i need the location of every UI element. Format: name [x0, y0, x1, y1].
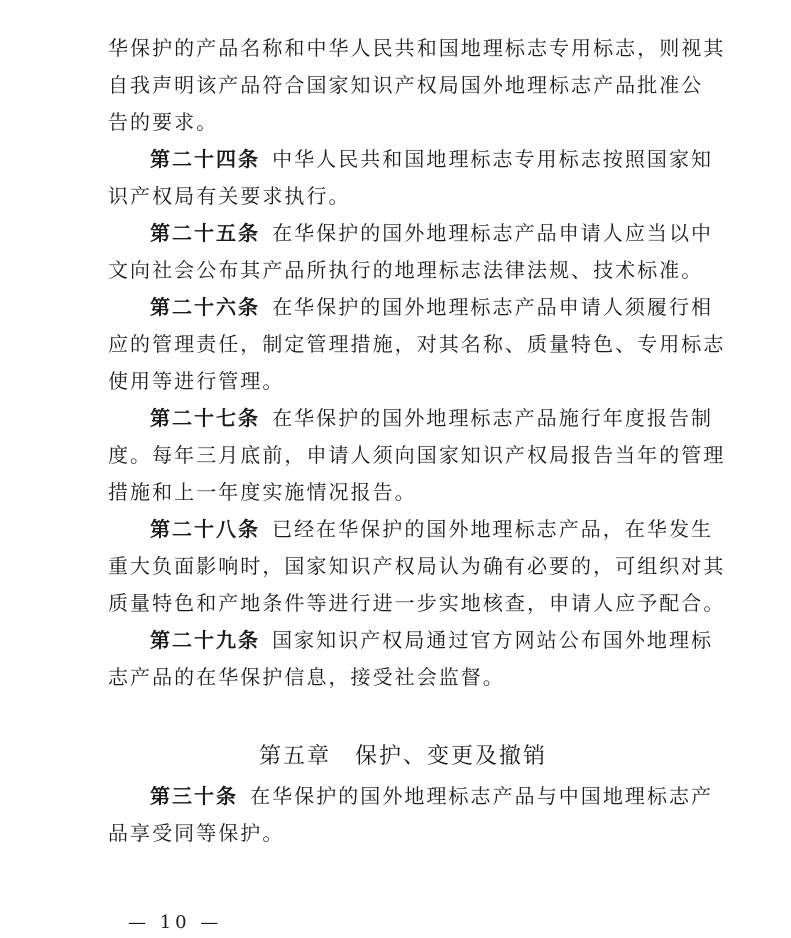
text-line — [108, 622, 714, 659]
text-line — [108, 141, 714, 178]
text-line: 重大负面影响时，国家知识产权局认为确有必要的，可组织对其 — [108, 554, 726, 578]
article-28 — [108, 511, 726, 622]
article-heading: 第三十条 — [150, 784, 238, 808]
chapter-number: 第五章 — [258, 744, 331, 769]
text-line: 品享受同等保护。 — [108, 821, 285, 845]
text-line: 质量特色和产地条件等进行进一步实地核查，申请人应予配合。 — [108, 591, 726, 615]
article-30 — [108, 778, 714, 852]
article-text: 在华保护的国外地理标志产品申请人应当以中 — [272, 221, 714, 245]
article-25 — [108, 215, 714, 289]
text-line — [108, 215, 714, 252]
article-text: 在华保护的国外地理标志产品申请人须履行相 — [272, 295, 714, 319]
article-text: 在华保护的国外地理标志产品与中国地理标志产 — [250, 784, 714, 808]
text-line — [108, 778, 714, 815]
text-line: 使用等进行管理。 — [108, 369, 285, 393]
document-page — [108, 30, 726, 852]
article-24 — [108, 141, 714, 215]
article-26 — [108, 289, 726, 400]
text-line: 措施和上一年度实施情况报告。 — [108, 480, 417, 504]
text-line: 度。每年三月底前，申请人须向国家知识产权局报告当年的管理 — [108, 443, 726, 467]
text-line: 识产权局有关要求执行。 — [108, 184, 351, 208]
page-number: — 10 — — [128, 912, 223, 933]
text-line — [108, 400, 714, 437]
article-29 — [108, 622, 714, 696]
text-line: 告的要求。 — [108, 110, 219, 134]
article-heading: 第二十七条 — [150, 406, 260, 430]
article-heading: 第二十九条 — [150, 628, 260, 652]
article-heading: 第二十八条 — [150, 517, 260, 541]
text-line: 志产品的在华保护信息，接受社会监督。 — [108, 665, 505, 689]
text-line — [108, 289, 714, 326]
paragraph-continuation — [108, 30, 726, 141]
text-line — [108, 511, 714, 548]
article-heading: 第二十五条 — [150, 221, 260, 245]
article-heading: 第二十六条 — [150, 295, 260, 319]
text-line: 应的管理责任，制定管理措施，对其名称、质量特色、专用标志 — [108, 332, 726, 356]
article-text: 国家知识产权局通过官方网站公布国外地理标 — [272, 628, 714, 652]
text-line: 自我声明该产品符合国家知识产权局国外地理标志产品批准公 — [108, 73, 704, 97]
text-line: 华保护的产品名称和中华人民共和国地理标志专用标志，则视其 — [108, 36, 726, 60]
article-heading: 第二十四条 — [150, 147, 260, 171]
article-text: 在华保护的国外地理标志产品施行年度报告制 — [272, 406, 714, 430]
chapter-heading — [108, 736, 698, 778]
article-27 — [108, 400, 726, 511]
chapter-spacer — [108, 696, 698, 736]
text-line: 文向社会公布其产品所执行的地理标志法律法规、技术标准。 — [108, 258, 704, 282]
article-text: 中华人民共和国地理标志专用标志按照国家知 — [272, 147, 714, 171]
article-text: 已经在华保护的国外地理标志产品，在华发生 — [272, 517, 714, 541]
chapter-title: 保护、变更及撤销 — [355, 744, 548, 769]
